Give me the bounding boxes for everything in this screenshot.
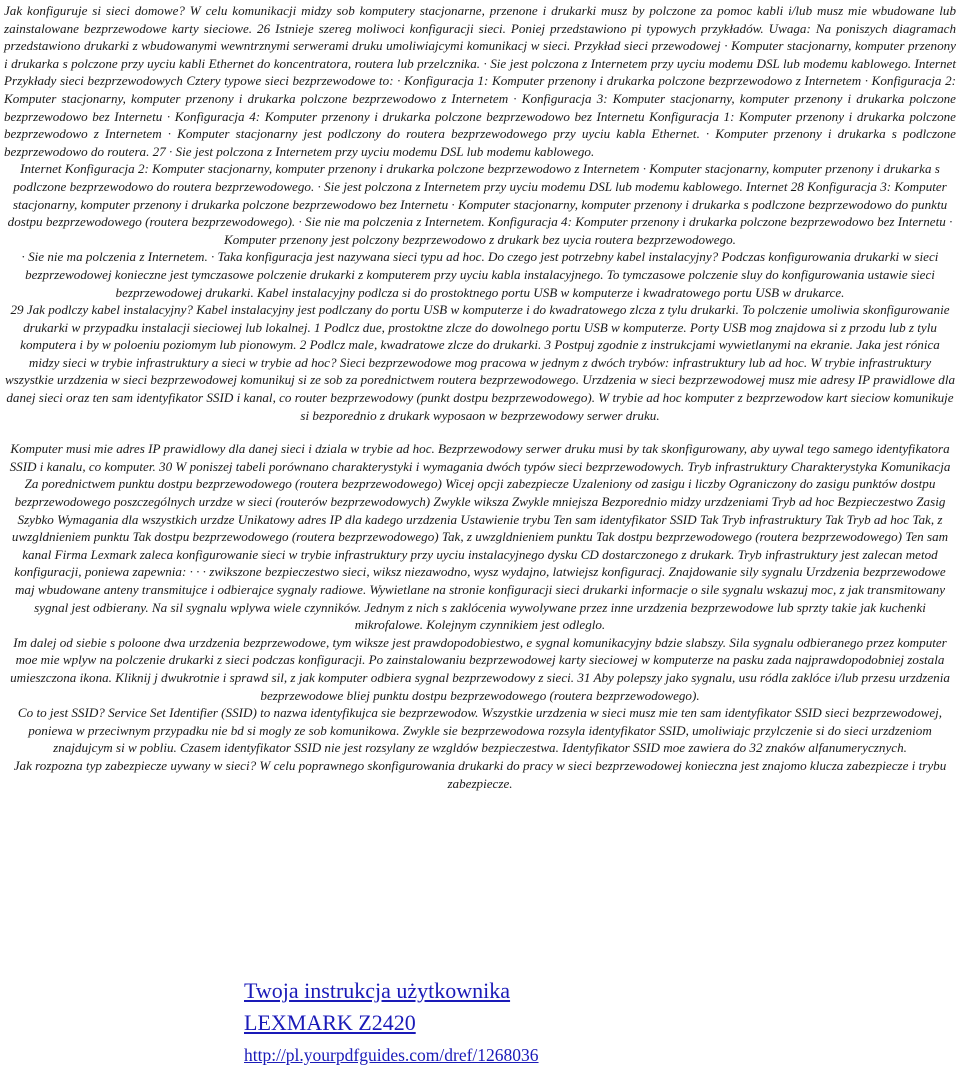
paragraph-installation-cable: · Sie nie ma polczenia z Internetem. · Taka konfiguracja jest nazywana sieci typu ad hoc. Do czego jest potrzebny kabel instalacyjny? Podczas konfigurowania drukarki w sieci bezprzewodowej konieczne jest tymczasowe polczenie drukarki z komputerem przy uyciu kabla instalacyjnego. To tymczasowe polczenie sluy do konfigurowania ustawie sieci bezprzewodowej drukarki. Kabel instalacyjny podlcza si do prostoktnego portu USB w komputerze i kwadratowego portu USB w drukarce. — [21, 249, 939, 300]
paragraph-security-type: Jak rozpozna typ zabezpiecze uywany w sieci? W celu poprawnego skonfigurowania drukarki do pracy w sieci bezprzewodowej konieczna jest znajomo klucza zabezpiecze i trybu zabezpiecze. — [13, 757, 947, 791]
manual-title-link[interactable]: Twoja instrukcja użytkownika — [244, 978, 511, 1003]
paragraph-gap — [4, 424, 956, 440]
manual-url-link[interactable]: http://pl.yourpdfguides.com/dref/1268036 — [244, 1045, 539, 1065]
paragraph-network-setup: Jak konfiguruje si sieci domowe? W celu komunikacji midzy sob komputery stacjonarne, przenone i drukarki musz by polczone za pomoc kabli i/lub musz mie wbudowane lub zainstalowane bezprzewodowe karty sieciowe. 26 Istnieje szereg moliwoci konfiguracji sieci. Poniej przedstawiono pi typowych przykładów. Uwaga: Na poniszych diagramach przedstawiono drukarki z wbudowanymi wewntrznymi serwerami druku umoliwiajcymi komunikacj w sieci. Przykład sieci przewodowej · Komputer stacjonarny, komputer przenony i drukarka s polczone przy uyciu kabli Ethernet do koncentratora, routera lub przelcznika. · Sie jest polczona z Internetem przy uyciu modemu DSL lub modemu kablowego. Internet Przykłady sieci bezprzewodowych Cztery typowe sieci bezprzewodowe to: · Konfiguracja 1: Komputer przenony i drukarka polczone bezprzewodowo z Internetem · Konfiguracja 2: Komputer stacjonarny, komputer przenony i drukarka polczone bezprzewodowo z Internetem · Konfiguracja 3: Komputer stacjonarny, komputer przenony i drukarka polczone bezprzewodowo bez Internetu · Konfiguracja 4: Komputer przenony i drukarka polczone bezprzewodowo bez Internetu Konfiguracja 1: Komputer przenony i drukarka polczone bezprzewodowo z Internetem · Komputer stacjonarny jest podlczony do routera bezprzewodowego przy uyciu kabla Ethernet. · Komputer przenony i drukarka s podlczone bezprzewodowo do routera. 27 · Sie jest polczona z Internetem przy uyciu modemu DSL lub modemu kablowego. — [4, 3, 956, 159]
paragraph-signal-strength: Im dalej od siebie s poloone dwa urzdzenia bezprzewodowe, tym wiksze jest prawdopodobiestwo, e sygnal komunikacyjny bdzie slabszy. Sila sygnalu odbieranego przez komputer moe mie wplyw na polczenie drukarki z sieci podczas konfiguracji. Po zainstalowaniu bezprzewodowej karty sieciowej w komputerze na pasku zada najprawdopodobniej zostala umieszczona ikona. Kliknij j dwukrotnie i sprawd sil, z jak komputer odbiera sygnal bezprzewodowy z sieci. 31 Aby polepszy jako sygnalu, usu ródla zaklóce i/lub przesu urzdzenia bezprzewodowe bliej punktu dostpu bezprzewodowego (routera bezprzewodowego). — [10, 634, 950, 703]
manual-link-footer — [244, 975, 884, 1071]
paragraph-connect-cable: 29 Jak podlczy kabel instalacyjny? Kabel instalacyjny jest podlczany do portu USB w komputerze i do kwadratowego zlcza z tylu drukarki. To polczenie umoliwia skonfigurowanie drukarki w przypadku instalacji sieciowej lub lokalnej. 1 Podlcz due, prostoktne zlcze do dowolnego portu USB w komputerze. Porty USB mog znajdowa si z przodu lub z tylu komputera i by w poloeniu poziomym lub pionowym. 2 Podlcz male, kwadratowe zlcze do drukarki. 3 Postpuj zgodnie z instrukcjami wywietlanymi na ekranie. Jaka jest rónica midzy sieci w trybie infrastruktury a sieci w trybie ad hoc? Sieci bezprzewodowe mog pracowa w jednym z dwóch trybów: infrastruktury lub ad hoc. W trybie infrastruktury wszystkie urzdzenia w sieci bezprzewodowej komunikuj si ze sob za porednictwem routera bezprzewodowego. Urzdzenia w sieci bezprzewodowej musz mie adresy IP prawidlowe dla danej sieci oraz ten sam identyfikator SSID i kanal, co router bezprzewodowy (punkt dostpu bezprzewodowego). W trybie ad hoc komputer z bezprzewodow kart sieciow komunikuje si bezporednio z drukark wyposaon w bezprzewodowy serwer druku. — [4, 302, 956, 423]
paragraph-ssid: Co to jest SSID? Service Set Identifier (SSID) to nazwa identyfikujca sie bezprzewodow. Wszystkie urzdzenia w sieci musz mie ten sam identyfikator SSID sieci bezprzewodowej, poniewa w przeciwnym przypadku nie bd si mogly ze sob komunikowa. Zwykle sie bezprzewodowa rozsyla identyfikator SSID, umoliwiajc przylczenie si do sieci urzdzeniom znajdujcym si w pobliu. Czasem identyfikator SSID nie jest rozsylany ze wzgldów bezpieczestwa. Identyfikator SSID moe zawiera do 32 znaków alfanumerycznych. — [17, 705, 943, 756]
product-name-link[interactable]: LEXMARK Z2420 — [244, 1010, 416, 1035]
paragraph-infrastructure-vs-adhoc: Komputer musi mie adres IP prawidlowy dla danej sieci i dziala w trybie ad hoc. Bezprzewodowy serwer druku musi by tak skonfigurowany, aby uywal tego samego identyfikatora SSID i kanalu, co komputer. 30 W poniszej tabeli porównano charakterystyki i wymagania dwóch typów sieci bezprzewodowych. Tryb infrastruktury Charakterystyka Komunikacja Za porednictwem punktu dostpu bezprzewodowego (routera bezprzewodowego) Wicej opcji zabezpiecze Uzaleniony od zasigu i liczby Ograniczony do zasigu punktów dostpu bezprzewodowego poszczególnych urzdze w sieci (routerów bezprzewodowych) Zwykle wiksza Zwykle mniejsza Bezporednio midzy urzdzeniami Tryb ad hoc Bezpieczestwo Zasig Szybko Wymagania dla wszystkich urzdze Unikatowy adres IP dla kadego urzdzenia Ustawienie trybu Ten sam identyfikator SSID Tak Tryb infrastruktury Tak Tryb ad hoc Tak, z uwzgldnieniem punktu Tak dostpu bezprzewodowego (routera bezprzewodowego) Tak, z uwzgldnieniem punktu Tak dostpu bezprzewodowego (routera bezprzewodowego) Ten sam kanal Firma Lexmark zaleca konfigurowanie sieci w trybie infrastruktury przy uyciu instalacyjnego dysku CD dostarczonego z drukark. Tryb infrastruktury jest zalecan metod konfiguracji, poniewa zapewnia: · · · zwikszone bezpieczestwo sieci, wiksz niezawodno, wysz wydajno, latwiejsz konfiguracj. Znajdowanie sily sygnalu Urzdzenia bezprzewodowe maj wbudowane anteny transmitujce i odbierajce sygnaly radiowe. Wywietlane na stronie konfiguracji sieci drukarki informacje o sile sygnalu wskazuj moc, z jak transmitowany sygnal jest odbierany. Na sil sygnalu wplywa wiele czynników. Jednym z nich s zaklócenia wywolywane przez inne urzdzenia bezprzewodowe lub sprzty takie jak kuchenki mikrofalowe. Kolejnym czynnikiem jest odleglo. — [9, 441, 951, 633]
paragraph-configuration-2: Internet Konfiguracja 2: Komputer stacjonarny, komputer przenony i drukarka polczone bezprzewodowo z Internetem · Komputer stacjonarny, komputer przenony i drukarka s podlczone bezprzewodowo do routera bezprzewodowego. · Sie jest polczona z Internetem przy uyciu modemu DSL lub modemu kablowego. Internet 28 Konfiguracja 3: Komputer stacjonarny, komputer przenony i drukarka polczone bezprzewodowo bez Internetu · Komputer stacjonarny, komputer przenony i drukarka s podlczone bezprzewodowo do punktu dostpu bezprzewodowego (routera bezprzewodowego). · Sie nie ma polczenia z Internetem. Konfiguracja 4: Komputer przenony i drukarka polczone bezprzewodowo bez Internetu · Komputer przenony jest polczony bezprzewodowo z drukark bez uycia routera bezprzewodowego. — [7, 161, 953, 247]
